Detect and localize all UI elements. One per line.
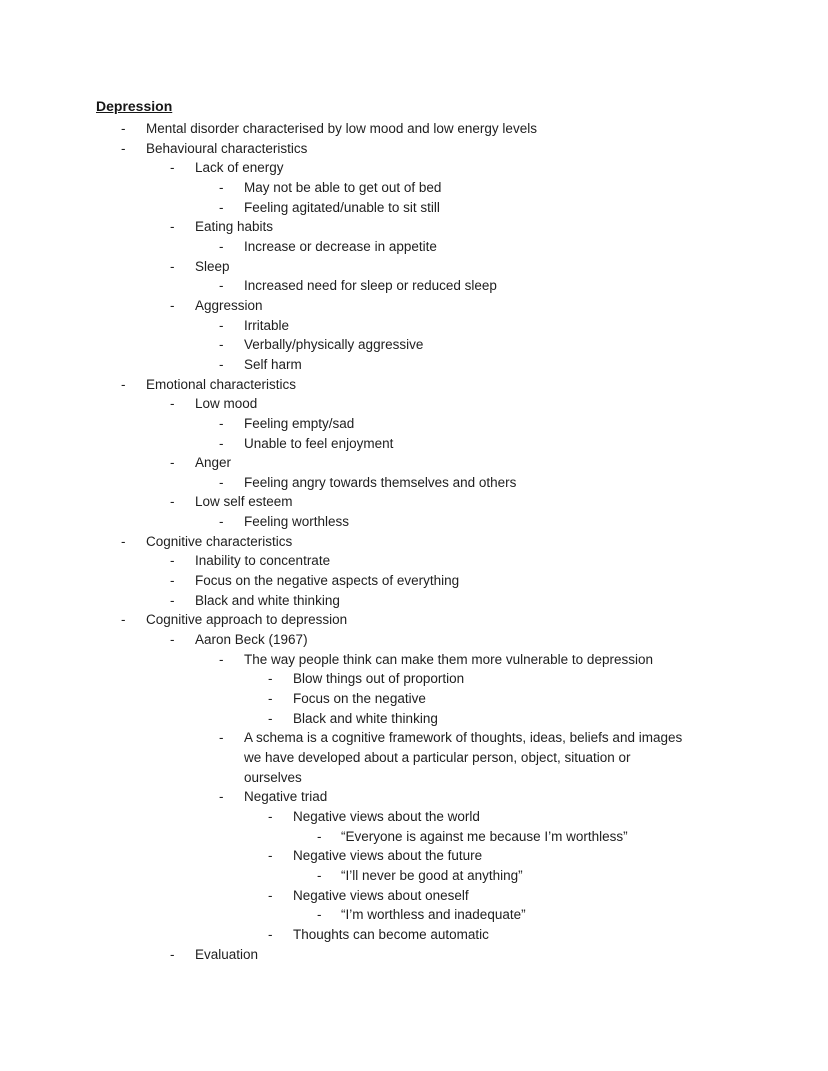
- list-item-text: [244, 434, 796, 454]
- text-line: “I’m worthless and inadequate”: [341, 907, 526, 923]
- dash-bullet-icon: -: [268, 848, 273, 864]
- dash-bullet-icon: -: [170, 160, 175, 176]
- document-content: [96, 96, 796, 964]
- text-line: Cognitive characteristics: [146, 533, 293, 549]
- text-line: Eating habits: [195, 219, 274, 235]
- dash-bullet-icon: -: [219, 435, 224, 451]
- list-item: [96, 787, 796, 807]
- list-item: [96, 473, 796, 493]
- list-item: [96, 807, 796, 827]
- text-line: Aggression: [195, 297, 263, 313]
- list-item-text: [195, 591, 796, 611]
- list-item: [96, 414, 796, 434]
- list-item: [96, 119, 796, 139]
- text-line: Lack of energy: [195, 160, 284, 176]
- text-line: we have developed about a particular person, object, situation or: [244, 750, 631, 765]
- dash-bullet-icon: -: [219, 356, 224, 372]
- text-line: Verbally/physically aggressive: [244, 337, 424, 353]
- list-item-text: [244, 473, 796, 493]
- text-line: ourselves: [244, 769, 302, 785]
- dash-bullet-icon: -: [121, 533, 126, 549]
- list-item: [96, 453, 796, 473]
- dash-bullet-icon: -: [170, 592, 175, 608]
- text-line: Mental disorder characterised by low mood and low energy levels: [146, 121, 537, 136]
- list-item-text: [293, 689, 796, 709]
- list-item: [96, 905, 796, 925]
- dash-bullet-icon: -: [219, 514, 224, 530]
- text-line: Feeling worthless: [244, 514, 350, 530]
- list-item: [96, 198, 796, 218]
- list-item-text: [244, 316, 796, 336]
- list-item: [96, 434, 796, 454]
- dash-bullet-icon: -: [219, 730, 224, 746]
- dash-bullet-icon: -: [170, 632, 175, 648]
- text-line: Behavioural characteristics: [146, 140, 308, 156]
- list-item: [96, 375, 796, 395]
- text-line: Black and white thinking: [293, 710, 438, 726]
- text-line: Cognitive approach to depression: [146, 612, 348, 628]
- text-line: Focus on the negative: [293, 691, 426, 707]
- text-line: A schema is a cognitive framework of thoughts, ideas, beliefs and images: [244, 730, 683, 746]
- list-item-text: [293, 709, 796, 729]
- text-line: Aaron Beck (1967): [195, 632, 308, 648]
- list-item: [96, 237, 796, 257]
- list-item-text: [244, 787, 796, 807]
- text-line: Negative views about the world: [293, 808, 480, 824]
- text-line: Feeling agitated/unable to sit still: [244, 199, 440, 215]
- list-item: [96, 886, 796, 906]
- list-item: [96, 551, 796, 571]
- dash-bullet-icon: -: [317, 867, 322, 883]
- text-line: Blow things out of proportion: [293, 671, 465, 687]
- list-item-text: [244, 198, 796, 218]
- text-line: “Everyone is against me because I’m worthless”: [341, 828, 628, 844]
- list-item-text: [244, 650, 796, 670]
- list-item-text: [195, 945, 796, 965]
- text-line: The way people think can make them more vulnerable to depression: [244, 651, 653, 667]
- list-item: [96, 709, 796, 729]
- list-item-text: [293, 886, 796, 906]
- list-item-text: [244, 414, 796, 434]
- list-item: [96, 945, 796, 965]
- list-item-text: [195, 394, 796, 414]
- list-item-text: [195, 630, 796, 650]
- dash-bullet-icon: -: [121, 121, 126, 136]
- list-item-text: [341, 827, 796, 847]
- dash-bullet-icon: -: [268, 887, 273, 903]
- dash-bullet-icon: -: [219, 278, 224, 294]
- list-item-text: [244, 355, 796, 375]
- text-line: Low self esteem: [195, 494, 293, 510]
- list-item-text: [146, 610, 796, 630]
- list-item: [96, 827, 796, 847]
- text-line: Increased need for sleep or reduced sleep: [244, 278, 497, 294]
- list-item: [96, 925, 796, 945]
- dash-bullet-icon: -: [268, 808, 273, 824]
- text-line: Feeling empty/sad: [244, 415, 355, 431]
- list-item: [96, 316, 796, 336]
- dash-bullet-icon: -: [219, 199, 224, 215]
- text-line: Inability to concentrate: [195, 553, 331, 569]
- list-item: [96, 257, 796, 277]
- list-item-text: [195, 571, 796, 591]
- text-line: Anger: [195, 455, 232, 471]
- text-line: “I’ll never be good at anything”: [341, 867, 523, 883]
- list-item: [96, 355, 796, 375]
- list-item: [96, 139, 796, 159]
- text-line: Focus on the negative aspects of everything: [195, 573, 460, 589]
- list-item: [96, 532, 796, 552]
- list-item-text: [341, 866, 796, 886]
- text-line: Negative triad: [244, 789, 328, 805]
- list-item-text: [195, 296, 796, 316]
- dash-bullet-icon: -: [219, 474, 224, 490]
- dash-bullet-icon: -: [219, 789, 224, 805]
- list-item: [96, 158, 796, 178]
- dash-bullet-icon: -: [219, 337, 224, 353]
- list-item: [96, 217, 796, 237]
- text-line: Black and white thinking: [195, 592, 340, 608]
- text-line: Negative views about oneself: [293, 887, 469, 903]
- list-item-text: [293, 846, 796, 866]
- list-item: [96, 846, 796, 866]
- text-line: Negative views about the future: [293, 848, 483, 864]
- list-item-text: [293, 807, 796, 827]
- list-item: [96, 335, 796, 355]
- list-item-text: [244, 178, 796, 198]
- dash-bullet-icon: -: [268, 671, 273, 687]
- dash-bullet-icon: -: [170, 297, 175, 313]
- list-item-text: [244, 512, 796, 532]
- dash-bullet-icon: -: [170, 455, 175, 471]
- list-item-text: [195, 492, 796, 512]
- list-item: [96, 492, 796, 512]
- dash-bullet-icon: -: [268, 926, 273, 942]
- list-item: [96, 394, 796, 414]
- text-line: Self harm: [244, 356, 302, 372]
- list-item-text: [293, 925, 796, 945]
- list-item: [96, 178, 796, 198]
- list-item-text: [146, 119, 796, 139]
- list-item-text: [293, 669, 796, 689]
- text-line: May not be able to get out of bed: [244, 179, 442, 195]
- list-item-text: [146, 139, 796, 159]
- list-item: [96, 512, 796, 532]
- dash-bullet-icon: -: [170, 946, 175, 962]
- list-item: [96, 728, 796, 787]
- list-item-text: [195, 453, 796, 473]
- list-item-text: [244, 728, 796, 787]
- text-line: Low mood: [195, 396, 258, 412]
- list-item: [96, 296, 796, 316]
- list-item: [96, 866, 796, 886]
- list-item: [96, 610, 796, 630]
- list-item: [96, 689, 796, 709]
- list-item: [96, 650, 796, 670]
- dash-bullet-icon: -: [121, 612, 126, 628]
- dash-bullet-icon: -: [219, 179, 224, 195]
- list-item: [96, 630, 796, 650]
- list-item: [96, 591, 796, 611]
- list-item: [96, 669, 796, 689]
- list-item-text: [146, 375, 796, 395]
- dash-bullet-icon: -: [219, 317, 224, 333]
- dash-bullet-icon: -: [268, 710, 273, 726]
- text-line: Sleep: [195, 258, 230, 274]
- text-line: Feeling angry towards themselves and others: [244, 474, 517, 490]
- list-item-text: [195, 217, 796, 237]
- dash-bullet-icon: -: [170, 553, 175, 569]
- list-item-text: [244, 237, 796, 257]
- dash-bullet-icon: -: [121, 376, 126, 392]
- dash-bullet-icon: -: [170, 573, 175, 589]
- list-item: [96, 276, 796, 296]
- text-line: Irritable: [244, 317, 290, 333]
- dash-bullet-icon: -: [219, 651, 224, 667]
- dash-bullet-icon: -: [170, 494, 175, 510]
- doc-title: Depression: [96, 98, 173, 114]
- dash-bullet-icon: -: [317, 907, 322, 923]
- dash-bullet-icon: -: [317, 828, 322, 844]
- dash-bullet-icon: -: [219, 415, 224, 431]
- dash-bullet-icon: -: [170, 258, 175, 274]
- list-item-text: [244, 335, 796, 355]
- text-line: Evaluation: [195, 946, 259, 962]
- list-item-text: [341, 905, 796, 925]
- text-line: Thoughts can become automatic: [293, 926, 489, 942]
- list-item-text: [195, 158, 796, 178]
- text-line: Unable to feel enjoyment: [244, 435, 394, 451]
- dash-bullet-icon: -: [219, 238, 224, 254]
- list-item-text: [146, 532, 796, 552]
- outline-list: [96, 119, 796, 964]
- list-item: [96, 571, 796, 591]
- dash-bullet-icon: -: [121, 140, 126, 156]
- dash-bullet-icon: -: [170, 219, 175, 235]
- dash-bullet-icon: -: [268, 691, 273, 707]
- dash-bullet-icon: -: [170, 396, 175, 412]
- list-item-text: [244, 276, 796, 296]
- text-line: Increase or decrease in appetite: [244, 238, 437, 254]
- text-line: Emotional characteristics: [146, 376, 297, 392]
- list-item-text: [195, 551, 796, 571]
- list-item-text: [195, 257, 796, 277]
